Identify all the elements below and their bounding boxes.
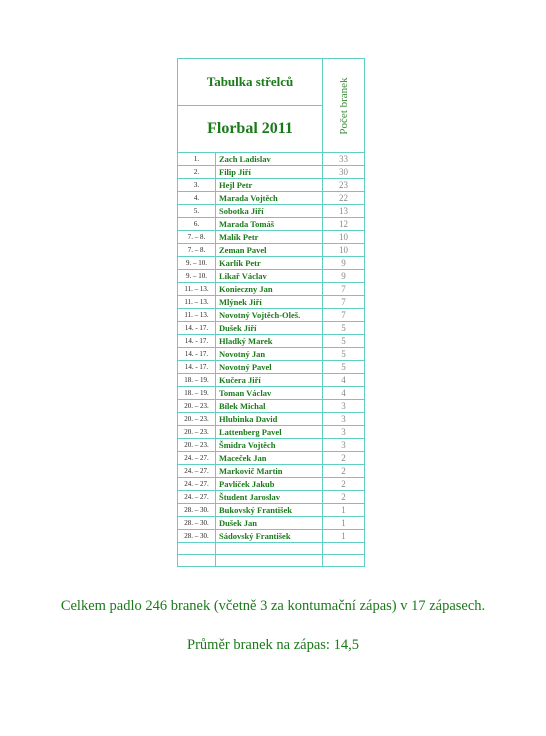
goals-count-cell: 3 bbox=[323, 413, 365, 426]
goals-count-cell: 5 bbox=[323, 335, 365, 348]
table-row bbox=[178, 179, 365, 192]
player-name-cell: Dušek Jan bbox=[216, 517, 323, 530]
rank-cell: 9. – 10. bbox=[178, 270, 216, 283]
rank-cell: 24. – 27. bbox=[178, 491, 216, 504]
player-name-cell: Hladký Marek bbox=[216, 335, 323, 348]
goals-count-cell: 1 bbox=[323, 517, 365, 530]
goals-count-cell: 2 bbox=[323, 478, 365, 491]
rank-cell: 18. – 19. bbox=[178, 374, 216, 387]
table-row bbox=[178, 387, 365, 400]
player-name-cell: Maceček Jan bbox=[216, 452, 323, 465]
rank-cell: 24. – 27. bbox=[178, 465, 216, 478]
table-row bbox=[178, 530, 365, 543]
table-row bbox=[178, 452, 365, 465]
goals-count-cell: 22 bbox=[323, 192, 365, 205]
table-row bbox=[178, 257, 365, 270]
table-row bbox=[178, 465, 365, 478]
empty-cell bbox=[216, 555, 323, 567]
table-row bbox=[178, 153, 365, 166]
goals-count-cell: 2 bbox=[323, 452, 365, 465]
player-name-cell: Filip Jiří bbox=[216, 166, 323, 179]
table-row bbox=[178, 517, 365, 530]
empty-cell bbox=[178, 543, 216, 555]
rank-cell: 20. – 23. bbox=[178, 413, 216, 426]
player-name-cell: Sobotka Jiří bbox=[216, 205, 323, 218]
goals-count-cell: 4 bbox=[323, 387, 365, 400]
goals-count-cell: 5 bbox=[323, 348, 365, 361]
table-row bbox=[178, 192, 365, 205]
goals-count-cell: 12 bbox=[323, 218, 365, 231]
goals-count-cell: 3 bbox=[323, 426, 365, 439]
goals-count-cell: 23 bbox=[323, 179, 365, 192]
table-row bbox=[178, 283, 365, 296]
goals-count-cell: 4 bbox=[323, 374, 365, 387]
table-title: Tabulka střelců bbox=[178, 59, 323, 106]
rank-cell: 11. – 13. bbox=[178, 283, 216, 296]
table-row bbox=[178, 439, 365, 452]
rank-cell: 7. – 8. bbox=[178, 244, 216, 257]
title-row bbox=[178, 59, 365, 106]
summary-average-goals: Průměr branek na zápas: 14,5 bbox=[187, 637, 359, 653]
player-name-cell: Mlýnek Jiří bbox=[216, 296, 323, 309]
table-row bbox=[178, 504, 365, 517]
rank-cell: 2. bbox=[178, 166, 216, 179]
scorers-table bbox=[177, 58, 365, 567]
table-row bbox=[178, 270, 365, 283]
rank-cell: 5. bbox=[178, 205, 216, 218]
rank-cell: 11. – 13. bbox=[178, 309, 216, 322]
goals-count-cell: 10 bbox=[323, 244, 365, 257]
rank-cell: 28. – 30. bbox=[178, 504, 216, 517]
player-name-cell: Študent Jaroslav bbox=[216, 491, 323, 504]
rank-cell: 14. - 17. bbox=[178, 322, 216, 335]
table-row bbox=[178, 244, 365, 257]
goals-count-cell: 30 bbox=[323, 166, 365, 179]
table-row bbox=[178, 400, 365, 413]
player-name-cell: Pavlíček Jakub bbox=[216, 478, 323, 491]
goals-count-cell: 10 bbox=[323, 231, 365, 244]
rank-cell: 20. – 23. bbox=[178, 400, 216, 413]
goals-count-cell: 2 bbox=[323, 491, 365, 504]
player-name-cell: Šmidra Vojtěch bbox=[216, 439, 323, 452]
table-row bbox=[178, 231, 365, 244]
rank-cell: 18. – 19. bbox=[178, 387, 216, 400]
player-name-cell: Zeman Pavel bbox=[216, 244, 323, 257]
table-row bbox=[178, 413, 365, 426]
goals-count-cell: 9 bbox=[323, 257, 365, 270]
goals-count-cell: 7 bbox=[323, 283, 365, 296]
player-name-cell: Toman Václav bbox=[216, 387, 323, 400]
rank-cell: 14. - 17. bbox=[178, 361, 216, 374]
table-row bbox=[178, 309, 365, 322]
goals-column-header bbox=[323, 59, 365, 153]
goals-count-cell: 1 bbox=[323, 504, 365, 517]
goals-count-cell: 7 bbox=[323, 296, 365, 309]
summary-total-goals: Celkem padlo 246 branek (včetně 3 za kontumační zápas) v 17 zápasech. bbox=[60, 598, 486, 614]
empty-table-row bbox=[178, 555, 365, 567]
table-row bbox=[178, 205, 365, 218]
rank-cell: 14. - 17. bbox=[178, 335, 216, 348]
player-name-cell: Bukovský František bbox=[216, 504, 323, 517]
player-name-cell: Novotný Pavel bbox=[216, 361, 323, 374]
goals-count-cell: 9 bbox=[323, 270, 365, 283]
table-row bbox=[178, 478, 365, 491]
empty-cell bbox=[178, 555, 216, 567]
table-row bbox=[178, 348, 365, 361]
table-row bbox=[178, 374, 365, 387]
player-name-cell: Kučera Jiří bbox=[216, 374, 323, 387]
rank-cell: 24. – 27. bbox=[178, 452, 216, 465]
player-name-cell: Hejl Petr bbox=[216, 179, 323, 192]
goals-count-cell: 7 bbox=[323, 309, 365, 322]
goals-count-cell: 2 bbox=[323, 465, 365, 478]
rank-cell: 11. – 13. bbox=[178, 296, 216, 309]
rank-cell: 7. – 8. bbox=[178, 231, 216, 244]
player-name-cell: Bílek Michal bbox=[216, 400, 323, 413]
scorers-table-body bbox=[178, 59, 365, 567]
table-subtitle: Florbal 2011 bbox=[178, 106, 323, 153]
player-name-cell: Konieczny Jan bbox=[216, 283, 323, 296]
table-row bbox=[178, 322, 365, 335]
goals-count-cell: 5 bbox=[323, 322, 365, 335]
goals-count-cell: 5 bbox=[323, 361, 365, 374]
rank-cell: 28. – 30. bbox=[178, 517, 216, 530]
goals-column-header-label: Počet branek bbox=[337, 76, 350, 135]
table-row bbox=[178, 361, 365, 374]
player-name-cell: Marada Vojtěch bbox=[216, 192, 323, 205]
rank-cell: 6. bbox=[178, 218, 216, 231]
rank-cell: 3. bbox=[178, 179, 216, 192]
player-name-cell: Dušek Jiří bbox=[216, 322, 323, 335]
table-row bbox=[178, 491, 365, 504]
goals-count-cell: 13 bbox=[323, 205, 365, 218]
player-name-cell: Novotný Jan bbox=[216, 348, 323, 361]
rank-cell: 9. – 10. bbox=[178, 257, 216, 270]
player-name-cell: Likař Václav bbox=[216, 270, 323, 283]
rank-cell: 14. - 17. bbox=[178, 348, 216, 361]
player-name-cell: Lattenberg Pavel bbox=[216, 426, 323, 439]
rank-cell: 20. – 23. bbox=[178, 439, 216, 452]
table-row bbox=[178, 166, 365, 179]
empty-table-row bbox=[178, 543, 365, 555]
goals-count-cell: 3 bbox=[323, 439, 365, 452]
rank-cell: 28. – 30. bbox=[178, 530, 216, 543]
table-row bbox=[178, 335, 365, 348]
empty-cell bbox=[216, 543, 323, 555]
player-name-cell: Karlík Petr bbox=[216, 257, 323, 270]
player-name-cell: Malík Petr bbox=[216, 231, 323, 244]
player-name-cell: Marada Tomáš bbox=[216, 218, 323, 231]
player-name-cell: Novotný Vojtěch-Oleš. bbox=[216, 309, 323, 322]
table-row bbox=[178, 426, 365, 439]
player-name-cell: Zach Ladislav bbox=[216, 153, 323, 166]
rank-cell: 1. bbox=[178, 153, 216, 166]
player-name-cell: Sádovský František bbox=[216, 530, 323, 543]
rank-cell: 20. – 23. bbox=[178, 426, 216, 439]
table-row bbox=[178, 218, 365, 231]
rank-cell: 4. bbox=[178, 192, 216, 205]
goals-count-cell: 1 bbox=[323, 530, 365, 543]
goals-count-cell: 33 bbox=[323, 153, 365, 166]
table-row bbox=[178, 296, 365, 309]
rank-cell: 24. – 27. bbox=[178, 478, 216, 491]
player-name-cell: Markovič Martin bbox=[216, 465, 323, 478]
empty-cell bbox=[323, 543, 365, 555]
empty-cell bbox=[323, 555, 365, 567]
goals-count-cell: 3 bbox=[323, 400, 365, 413]
player-name-cell: Hlubinka David bbox=[216, 413, 323, 426]
